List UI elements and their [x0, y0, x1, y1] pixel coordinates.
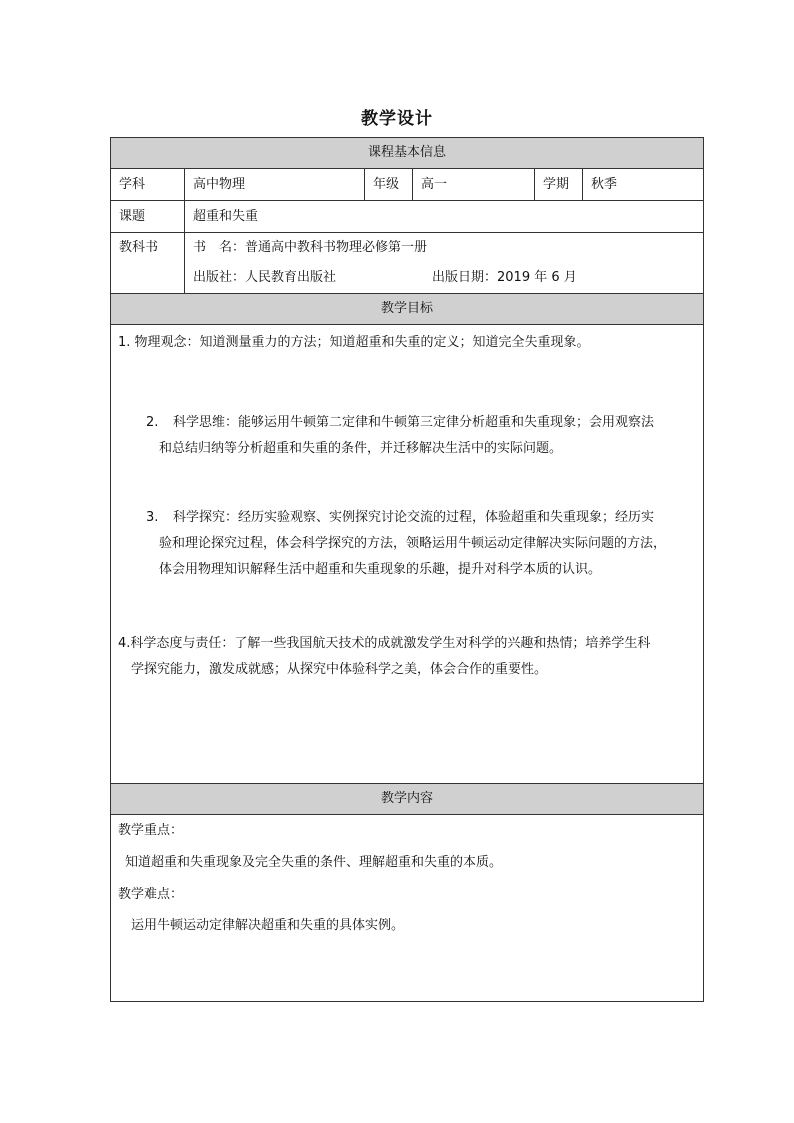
- goal-item-3-line2: 验和理论探究过程，体会科学探究的方法，领略运用牛顿运动定律解决实际问题的方法，: [159, 536, 667, 551]
- goal-item-1: 1. 物理观念：知道测量重力的方法；知道超重和失重的定义；知道完全失重现象。: [118, 335, 590, 350]
- difficulties-text: 运用牛顿运动定律解决超重和失重的具体实例。: [131, 918, 405, 933]
- lesson-plan-table: [110, 137, 704, 1002]
- goal-item-3-number: 3.: [146, 510, 159, 525]
- book-name: 书 名：普通高中教科书物理必修第一册: [193, 240, 428, 255]
- publisher: 出版社：人民教育出版社: [193, 270, 337, 285]
- goals-body: [111, 325, 704, 784]
- goal-item-4-line2: 学探究能力，激发成就感；从探究中体验科学之美，体会合作的重要性。: [131, 662, 548, 677]
- key-points-text: 知道超重和失重现象及完全失重的条件、理解超重和失重的本质。: [125, 855, 503, 870]
- goal-item-2-line2: 和总结归纳等分析超重和失重的条件，并迁移解决生活中的实际问题。: [159, 441, 563, 456]
- topic-value: 超重和失重: [185, 201, 704, 233]
- publisher-line: [193, 263, 695, 293]
- goal-item-4: [118, 631, 698, 683]
- subject-value: 高中物理: [185, 169, 365, 201]
- content-body: [111, 815, 704, 1002]
- goals-header: 教学目标: [111, 294, 704, 325]
- term-label: 学期: [535, 169, 583, 201]
- goal-item-3: [146, 505, 698, 583]
- goal-item-2: [146, 410, 698, 462]
- subject-label: 学科: [111, 169, 185, 201]
- textbook-label: 教科书: [111, 233, 185, 294]
- topic-label: 课题: [111, 201, 185, 233]
- goal-item-3-line1: 科学探究：经历实验观察、实例探究讨论交流的过程，体验超重和失重现象；经历实: [173, 510, 655, 525]
- grade-label: 年级: [365, 169, 413, 201]
- goal-item-4-line1: 4.科学态度与责任：了解一些我国航天技术的成就激发学生对科学的兴趣和热情；培养学生科: [118, 636, 651, 651]
- content-header: 教学内容: [111, 784, 704, 815]
- goal-item-2-number: 2.: [146, 415, 159, 430]
- difficulties-label: 教学难点：: [118, 887, 184, 902]
- basic-info-header: 课程基本信息: [111, 138, 704, 169]
- grade-value: 高一: [413, 169, 535, 201]
- document-title: 教学设计: [361, 109, 433, 129]
- textbook-info: [185, 233, 704, 294]
- publication-date: 出版日期：2019 年 6 月: [432, 270, 577, 285]
- goal-item-2-line1: 科学思维：能够运用牛顿第二定律和牛顿第三定律分析超重和失重现象；会用观察法: [173, 415, 655, 430]
- key-points-label: 教学重点：: [118, 823, 184, 838]
- term-value: 秋季: [583, 169, 704, 201]
- goal-item-3-line3: 体会用物理知识解释生活中超重和失重现象的乐趣，提升对科学本质的认识。: [159, 562, 602, 577]
